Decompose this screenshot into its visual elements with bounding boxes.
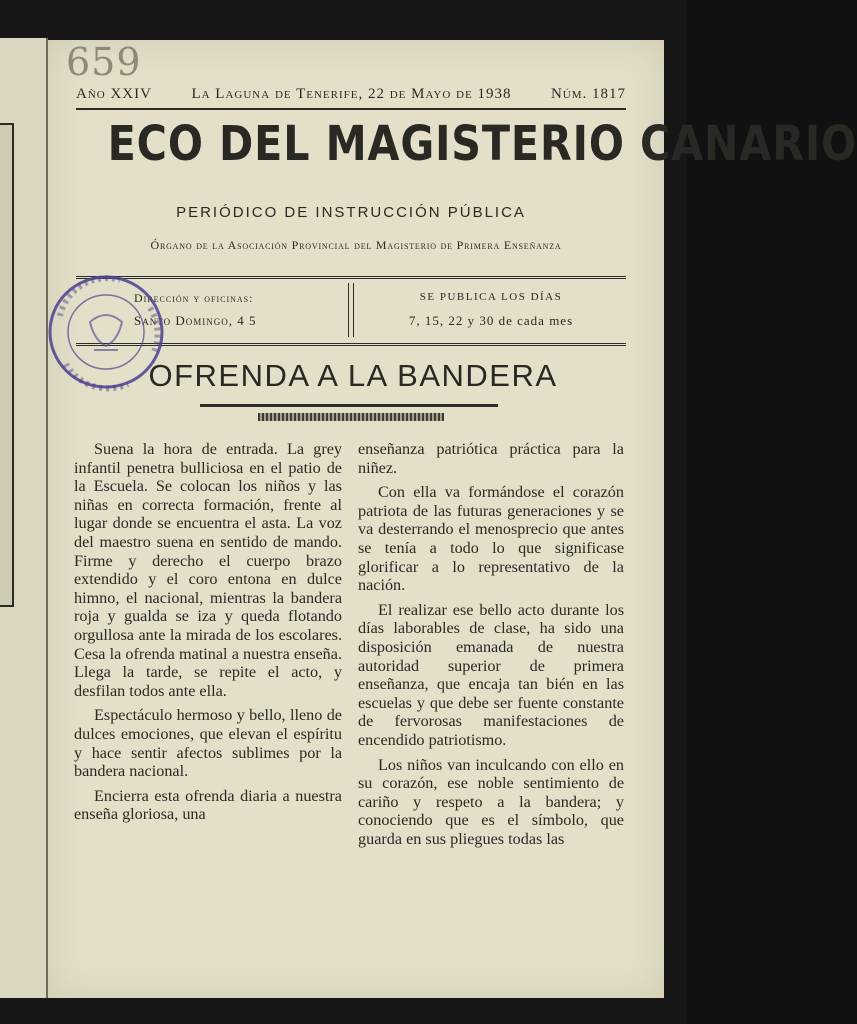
adjacent-page-edge (0, 38, 48, 998)
masthead-line (76, 86, 626, 108)
article-title: OFRENDA A LA BANDERA (148, 358, 558, 393)
publication-days-label: SE PUBLICA LOS DÍAS (419, 291, 563, 303)
masthead-year: Año XXIV (76, 86, 152, 102)
title-ornament-rule (258, 413, 444, 421)
organo-line: Órgano de la Asociación Provincial del Magisterio de Primera Enseñanza (150, 238, 562, 252)
paragraph: Con ella va formándose el corazón patriota de las futuras generaciones y se va desterrando el menosprecio que antes se tenía a todo lo que significase glorificar a lo representativo de la nación. (358, 483, 624, 595)
title-rule (200, 404, 498, 407)
paragraph: Espectáculo hermoso y bello, lleno de dulces emociones, que elevan el espíritu y hace sentir afectos sublimes por la bandera nacional. (74, 706, 342, 781)
newspaper-subtitle: PERIÓDICO DE INSTRUCCIÓN PÚBLICA (176, 204, 526, 221)
article-column-right (358, 440, 624, 854)
publication-days: 7, 15, 22 y 30 de cada mes (408, 313, 574, 328)
masthead-rule (76, 108, 626, 110)
masthead-place-date: La Laguna de Tenerife, 22 de Mayo de 1938 (191, 86, 512, 102)
paragraph: Los niños van inculcando con ello en su corazón, ese noble sentimiento de cariño y respeto a la bandera; y conociendo que es el símbolo, que guarda en sus pliegues todas las (358, 755, 624, 848)
direccion-label: Dirección y oficinas: (134, 291, 254, 305)
paragraph: El realizar ese bello acto durante los días laborables de clase, ha sido una disposición emanada de nuestra autoridad superior de primera enseñanza, que encaja tan bién en las escuelas y que debe ser fuente constante de fervorosas manifestaciones de encendido patriotismo. (358, 600, 624, 749)
article-column-left (74, 440, 342, 830)
newspaper-title: ECO DEL MAGISTERIO CANARIO (107, 116, 857, 172)
paragraph: Suena la hora de entrada. La grey infantil penetra bulliciosa en el patio de la Escuela. Se colocan los niños y las niñas en correcta formación, frente al lugar donde se encuentra el asta. La voz del maestro suena en sentido de mando. Firme y derecho el cuerpo brazo extendido y el coro entona en dulce himno, el nacional, mientras la bandera roja y gualda se iza y queda flotando orgullosa ante la mirada de los escolares. Cesa la ofrenda matinal a nuestra enseña. Llega la tarde, se repite el acto, y desfilan todos ante ella. (74, 440, 342, 700)
masthead-issue: Núm. 1817 (550, 86, 626, 102)
paragraph: Encierra esta ofrenda diaria a nuestra enseña gloriosa, una (74, 786, 342, 824)
info-divider (348, 283, 354, 337)
handwritten-page-number: 659 (66, 40, 142, 84)
newspaper-page (48, 40, 857, 998)
adjacent-page-border (0, 123, 14, 607)
direccion-address: Santo Domingo, 4 5 (134, 313, 257, 328)
paragraph: enseñanza patriótica práctica para la niñez. (358, 440, 624, 477)
